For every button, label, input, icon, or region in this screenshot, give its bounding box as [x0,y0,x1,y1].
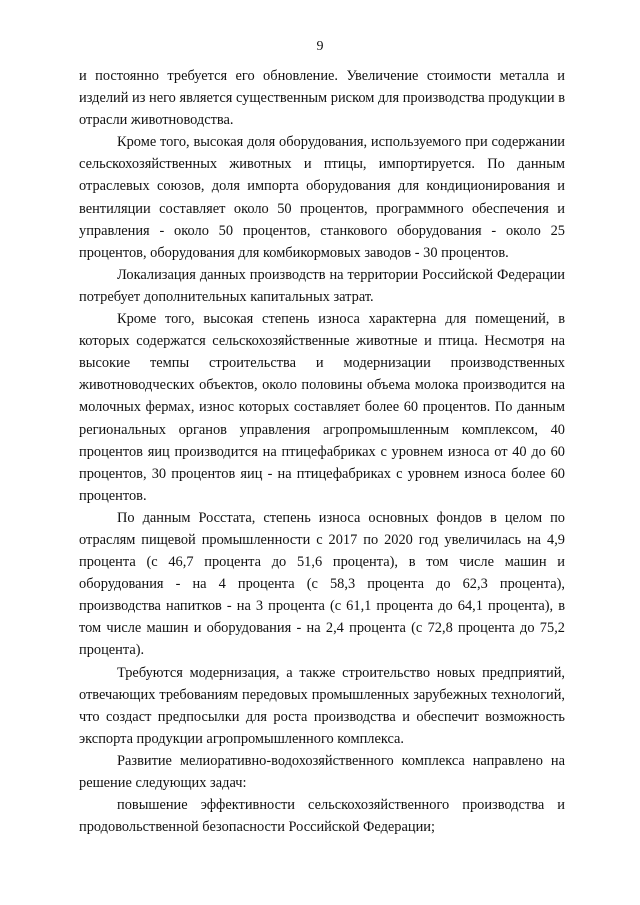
paragraph-continuation: и постоянно требуется его обновление. Увеличение стоимости металла и изделий из него является существенным риском для производства продукции в отрасли животноводства. [79,68,565,129]
paragraph-equipment-import: Кроме того, высокая доля оборудования, используемого при содержании сельскохозяйственных животных и птицы, импортируется. По данным отраслевых союзов, доля импорта оборудования для кондиционирования и вентиляции составляет около 50 процентов, программного обеспечения и управления - около 50 процентов, станкового оборудования - около 25 процентов, оборудования для комбикормовых заводов - 30 процентов. [79,134,565,261]
paragraph-wear-premises: Кроме того, высокая степень износа характерна для помещений, в которых содержатся сельскохозяйственные животные и птица. Несмотря на высокие темпы строительства и модернизации производственных животноводческих объектов, около половины объема молока производится на молочных фермах, износ которых составляет более 60 процентов. По данным региональных органов управления агропромышленным комплексом, 40 процентов яиц производится на птицефабриках с уровнем износа от 40 до 60 процентов, 30 процентов яиц - на птицефабриках с уровнем износа более 60 процентов. [79,311,565,504]
paragraph-localization: Локализация данных производств на территории Российской Федерации потребует дополнительных капитальных затрат. [79,266,565,305]
paragraph-melioration: Развитие мелиоративно-водохозяйственного комплекса направлено на решение следующих задач: [79,752,565,791]
page-number: 9 [316,39,324,54]
paragraph-task-item: повышение эффективности сельскохозяйственного производства и продовольственной безопасности Российской Федерации; [79,797,565,836]
paragraph-rosstat: По данным Росстата, степень износа основных фондов в целом по отраслям пищевой промышленности с 2017 по 2020 год увеличилась на 4,9 процента (с 46,7 процента до 51,6 процента), в том числе машин и оборудования - на 4 процента (с 58,3 процента до 62,3 процента), производства напитков - на 3 процента (с 61,1 процента до 64,1 процента), в том числе машин и оборудования - на 2,4 процента (с 72,8 процента до 75,2 процента). [79,509,565,659]
paragraph-modernization: Требуются модернизация, а также строительство новых предприятий, отвечающих требованиям передовых промышленных зарубежных технологий, что создаст предпосылки для роста производства и обеспечит возможность экспорта продукции агропромышленного комплекса. [79,664,565,747]
document-body [79,65,565,838]
